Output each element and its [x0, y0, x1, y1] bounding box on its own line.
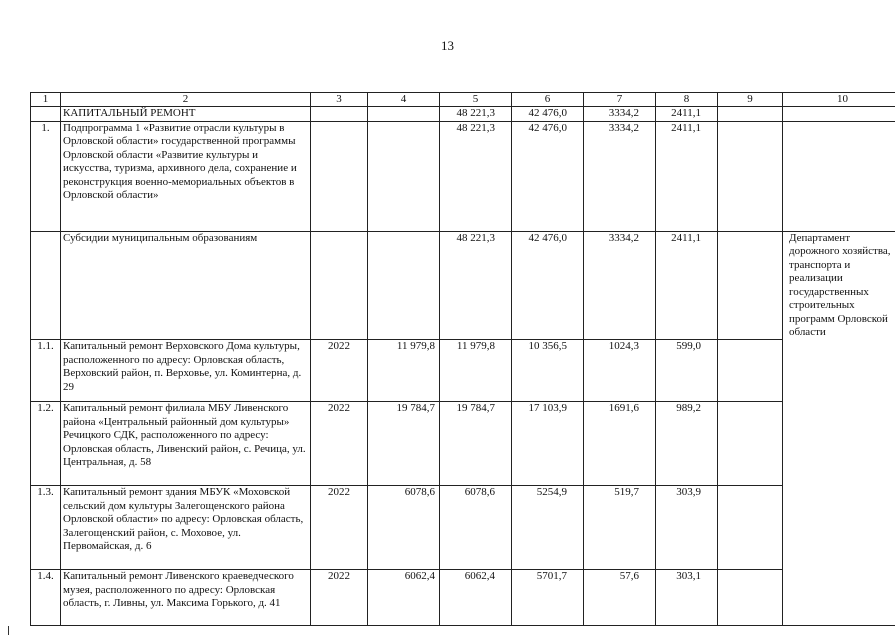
header-cell: 5 — [440, 93, 512, 107]
row-number: 1.4. — [31, 570, 61, 626]
row-year: 2022 — [311, 570, 368, 626]
row-col5: 6078,6 — [440, 486, 512, 570]
row-col9 — [718, 107, 783, 122]
row-col5: 48 221,3 — [440, 107, 512, 122]
row-label: Капитальный ремонт Верховского Дома культуры, расположенного по адресу: Орловская область, Верховский район, п. Верховье, ул. Коминтерна, д. 29 — [61, 340, 311, 402]
row-col8: 303,9 — [656, 486, 718, 570]
row-col9 — [718, 570, 783, 626]
header-cell: 9 — [718, 93, 783, 107]
row-col5: 48 221,3 — [440, 231, 512, 340]
row-col9 — [718, 340, 783, 402]
row-col8: 599,0 — [656, 340, 718, 402]
row-col6: 42 476,0 — [512, 107, 584, 122]
row-col4 — [368, 107, 440, 122]
row-col8: 303,1 — [656, 570, 718, 626]
row-col5: 6062,4 — [440, 570, 512, 626]
row-number — [31, 231, 61, 340]
row-col5: 48 221,3 — [440, 121, 512, 231]
row-col7: 3334,2 — [584, 107, 656, 122]
row-col4: 6062,4 — [368, 570, 440, 626]
row-col8: 2411,1 — [656, 121, 718, 231]
scan-speck — [8, 626, 9, 635]
row-col10 — [783, 340, 895, 402]
subprogram-row — [31, 121, 895, 231]
executor-cell: Департамент дорожного хозяйства, транспорта и реализации государственных строительных программ Орловской области — [783, 231, 895, 340]
row-col7: 57,6 — [584, 570, 656, 626]
header-cell: 10 — [783, 93, 895, 107]
row-col8: 989,2 — [656, 402, 718, 486]
row-col10 — [783, 402, 895, 486]
row-label: Капитальный ремонт филиала МБУ Ливенского района «Центральный районный дом культуры» Речицкого СДК, расположенного по адресу: Орловская область, Ливенский район, с. Речица, ул. Центральная, д. 58 — [61, 402, 311, 486]
row-col6: 5254,9 — [512, 486, 584, 570]
row-number — [31, 107, 61, 122]
row-col4 — [368, 121, 440, 231]
row-col10 — [783, 570, 895, 626]
header-cell: 8 — [656, 93, 718, 107]
table-row — [31, 486, 895, 570]
row-label: Капитальный ремонт здания МБУК «Моховской сельский дом культуры Залегощенского района Орловской области» по адресу: Орловская область, Залегощенский район, с. Моховое, ул. Первомайская, д. 6 — [61, 486, 311, 570]
row-col4: 6078,6 — [368, 486, 440, 570]
row-col9 — [718, 231, 783, 340]
row-col8: 2411,1 — [656, 107, 718, 122]
row-label: Капитальный ремонт Ливенского краеведческого музея, расположенного по адресу: Орловская область, г. Ливны, ул. Максима Горького, д. 41 — [61, 570, 311, 626]
row-col7: 3334,2 — [584, 231, 656, 340]
row-year: 2022 — [311, 486, 368, 570]
header-cell: 1 — [31, 93, 61, 107]
row-number: 1.3. — [31, 486, 61, 570]
row-year: 2022 — [311, 340, 368, 402]
row-col7: 3334,2 — [584, 121, 656, 231]
row-col10 — [783, 121, 895, 231]
subsidies-row — [31, 231, 895, 340]
page-number: 13 — [441, 38, 454, 53]
row-number: 1.2. — [31, 402, 61, 486]
row-col10 — [783, 486, 895, 570]
row-year — [311, 107, 368, 122]
row-col6: 42 476,0 — [512, 121, 584, 231]
row-year — [311, 121, 368, 231]
row-number: 1. — [31, 121, 61, 231]
row-col9 — [718, 486, 783, 570]
row-label: КАПИТАЛЬНЫЙ РЕМОНТ — [61, 107, 311, 122]
row-col6: 10 356,5 — [512, 340, 584, 402]
row-number: 1.1. — [31, 340, 61, 402]
row-col6: 42 476,0 — [512, 231, 584, 340]
row-col7: 519,7 — [584, 486, 656, 570]
table-row — [31, 340, 895, 402]
row-col4 — [368, 231, 440, 340]
row-col6: 5701,7 — [512, 570, 584, 626]
header-row — [31, 93, 895, 107]
row-col6: 17 103,9 — [512, 402, 584, 486]
row-year — [311, 231, 368, 340]
header-cell: 6 — [512, 93, 584, 107]
header-cell: 4 — [368, 93, 440, 107]
budget-table — [30, 92, 895, 626]
row-col5: 19 784,7 — [440, 402, 512, 486]
row-col8: 2411,1 — [656, 231, 718, 340]
row-col7: 1691,6 — [584, 402, 656, 486]
row-year: 2022 — [311, 402, 368, 486]
row-label: Подпрограмма 1 «Развитие отрасли культуры в Орловской области» государственной программы Орловской области «Развитие культуры и искусства, туризма, архивного дела, сохранение и реконструкция военно-мемориальных объектов в Орловской области» — [61, 121, 311, 231]
row-col4: 11 979,8 — [368, 340, 440, 402]
header-cell: 2 — [61, 93, 311, 107]
row-col9 — [718, 402, 783, 486]
row-col5: 11 979,8 — [440, 340, 512, 402]
row-col9 — [718, 121, 783, 231]
header-cell: 7 — [584, 93, 656, 107]
row-col10 — [783, 107, 895, 122]
total-row — [31, 107, 895, 122]
row-col4: 19 784,7 — [368, 402, 440, 486]
header-cell: 3 — [311, 93, 368, 107]
table-row — [31, 402, 895, 486]
row-col7: 1024,3 — [584, 340, 656, 402]
table-row — [31, 570, 895, 626]
row-label: Субсидии муниципальным образованиям — [61, 231, 311, 340]
